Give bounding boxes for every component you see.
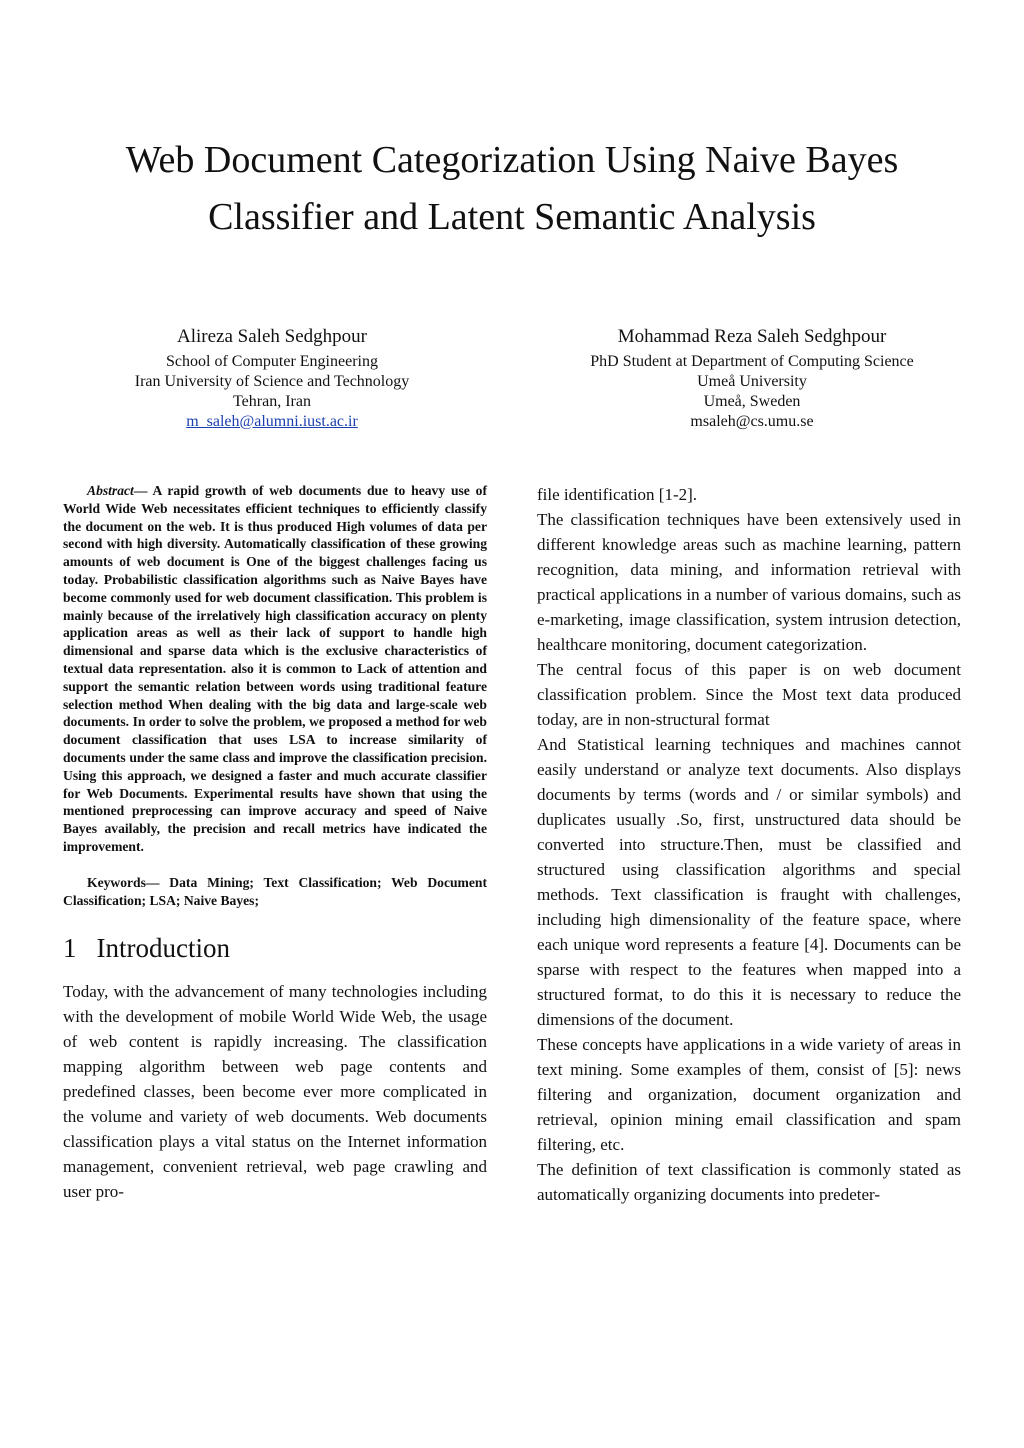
keywords: Keywords— Data Mining; Text Classification; Web Document Classification; LSA; Naive Bayes; xyxy=(63,874,487,908)
section-title: Introduction xyxy=(96,933,230,964)
author-affiliation: PhD Student at Department of Computing Science xyxy=(590,353,914,370)
author-block-2 xyxy=(542,324,962,432)
intro-paragraph: Today, with the advancement of many technologies including with the development of mobile World Wide Web, the usage of web content is rapidly increasing. The classification mapping algorithm between web page contents and predefined classes, been become ever more complicated in the volume and variety of web documents. Web documents classification plays a vital status on the Internet information management, convenient retrieval, web page crawling and user pro- xyxy=(63,982,487,1202)
section-number: 1 xyxy=(63,933,77,964)
section-heading xyxy=(63,931,487,965)
paper-title-line-2: Classifier and Latent Semantic Analysis xyxy=(208,196,816,238)
body-paragraph: The central focus of this paper is on web document classification problem. Since the Most text data produced today, are in non-structural format xyxy=(537,660,961,729)
author-affiliation: School of Computer Engineering xyxy=(166,353,378,370)
body-paragraph: The classification techniques have been extensively used in different knowledge areas such as machine learning, pattern recognition, data mining, and information retrieval with practical applications in a number of various domains, such as e-marketing, image classification, system intrusion detection, healthcare monitoring, document categorization. xyxy=(537,510,961,654)
body-paragraph: And Statistical learning techniques and machines cannot easily understand or analyze text documents. Also displays documents by terms (words and / or similar symbols) and duplicates usually .So, first, unstructured data should be converted into structure.Then, must be classified and structured using classification algorithms and special methods. Text classification is fraught with challenges, including high dimensionality of the feature space, where each unique word represents a feature [4]. Documents can be sparse with respect to the features when mapped into a structured format, to do this it is necessary to reduce the dimensions of the document. xyxy=(537,735,961,1029)
body-paragraph: These concepts have applications in a wide variety of areas in text mining. Some examples of them, consist of [5]: news filtering and organization, document organization and retrieval, opinion mining email classification and spam filtering, etc. xyxy=(537,1035,961,1154)
abstract-text: — A rapid growth of web documents due to heavy use of World Wide Web necessitates efficient techniques to efficiently classify the document on the web. It is thus produced High volumes of data per second with high diversity. Automatically classification of these growing amounts of web document is One of the biggest challenges facing us today. Probabilistic classification algorithms such as Naive Bayes have become commonly used for web document classification. This problem is mainly because of the irrelatively high classification accuracy on plenty application areas as well as their lack of support to handle high dimensional and sparse data which is the exclusive characteristics of textual data representation. also it is common to Lack of attention and support the semantic relation between words using traditional feature selection method When dealing with the big data and large-scale web documents. In order to solve the problem, we proposed a method for web document classification that uses LSA to increase similarity of documents under the same class and improve the classification precision. Using this approach, we designed a faster and much accurate classifier for Web Documents. Experimental results have shown that using the mentioned preprocessing can improve accuracy and speed of Naive Bayes availably, the precision and recall metrics have indicated the improvement. xyxy=(63,483,487,854)
author-location: Tehran, Iran xyxy=(233,393,311,410)
author-institution: Umeå University xyxy=(697,373,807,390)
author-institution: Iran University of Science and Technology xyxy=(134,373,410,390)
left-column xyxy=(63,482,487,1204)
author-name: Alireza Saleh Sedghpour xyxy=(177,326,367,347)
author-email-link[interactable]: m_saleh@alumni.iust.ac.ir xyxy=(186,413,358,430)
abstract-lead: Abstract xyxy=(87,483,134,498)
right-column xyxy=(537,482,961,1207)
author-name: Mohammad Reza Saleh Sedghpour xyxy=(617,326,887,347)
body-paragraph: The definition of text classification is commonly stated as automatically organizing documents into predeter- xyxy=(537,1160,961,1204)
author-block-1 xyxy=(62,324,482,432)
abstract xyxy=(63,482,487,856)
paper-title xyxy=(60,132,964,246)
body-paragraph: file identification [1-2]. xyxy=(537,485,698,504)
author-location: Umeå, Sweden xyxy=(703,393,801,410)
author-email: msaleh@cs.umu.se xyxy=(690,413,814,430)
paper-title-line-1: Web Document Categorization Using Naive Bayes xyxy=(125,139,899,181)
